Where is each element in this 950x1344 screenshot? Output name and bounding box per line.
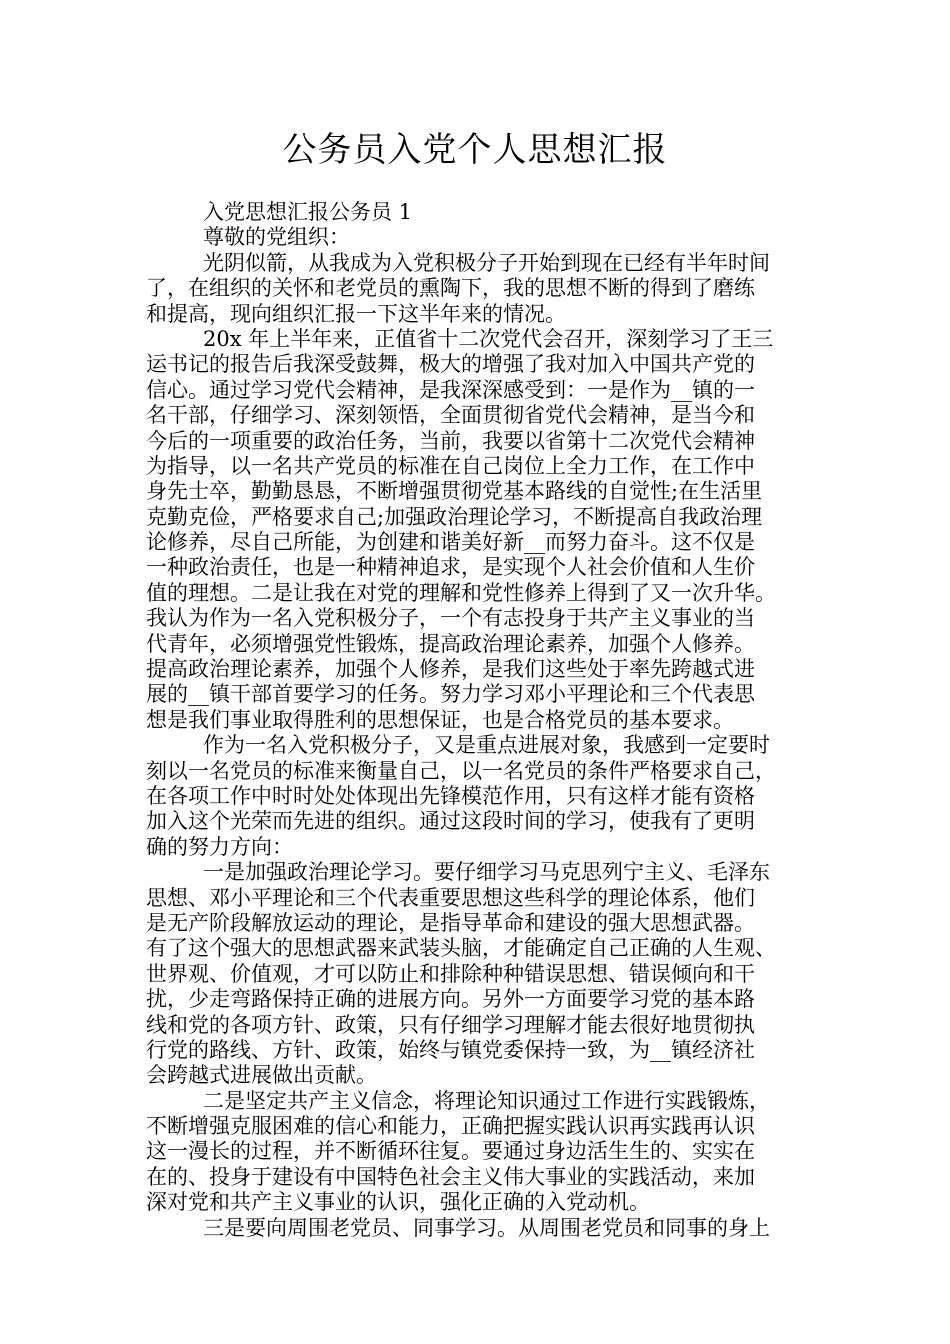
text-line: 这一漫长的过程，并不断循环往复。要通过身边活生生的、实实在: [146, 1139, 755, 1164]
text-line: 扰，少走弯路保持正确的进展方向。另外一方面要学习党的基本路: [146, 987, 755, 1012]
text-line: 一是加强政治理论学习。要仔细学习马克思列宁主义、毛泽东: [203, 860, 770, 885]
text-line: 确的努力方向：: [146, 834, 293, 859]
text-line: 克勤克俭，严格要求自己;加强政治理论学习，不断提高自我政治理: [146, 504, 763, 529]
text-line: 了，在组织的关怀和老党员的熏陶下，我的思想不断的得到了磨练: [146, 276, 755, 301]
text-line: 二是坚定共产主义信念，将理论知识通过工作进行实践锻炼，: [203, 1088, 770, 1113]
text-line: 深对党和共产主义事业的认识，强化正确的入党动机。: [146, 1190, 650, 1215]
text-line: 我认为作为一名入党积极分子，一个有志投身于共产主义事业的当: [146, 606, 755, 631]
text-line: 线和党的各项方针、政策，只有仔细学习理解才能去很好地贯彻执: [146, 1012, 755, 1037]
text-line: 想是我们事业取得胜利的思想保证，也是合格党员的基本要求。: [146, 707, 734, 732]
text-line: 世界观、价值观，才可以防止和排除种种错误思想、错误倾向和干: [146, 961, 755, 986]
text-line: 身先士卒，勤勤恳恳，不断增强贯彻党基本路线的自觉性;在生活里: [146, 479, 763, 504]
text-line: 思想、邓小平理论和三个代表重要思想这些科学的理论体系，他们: [146, 885, 755, 910]
text-line: 光阴似箭，从我成为入党积极分子开始到现在已经有半年时间: [203, 250, 770, 275]
text-line: 在各项工作中时时处处体现出先锋模范作用，只有这样才能有资格: [146, 783, 755, 808]
text-line: 会跨越式进展做出贡献。: [146, 1063, 377, 1088]
text-line: 名干部，仔细学习、深刻领悟，全面贯彻省党代会精神，是当今和: [146, 403, 755, 428]
text-line: 入党思想汇报公务员 1: [203, 200, 413, 224]
text-line: 有了这个强大的思想武器来武装头脑，才能确定自己正确的人生观、: [146, 936, 776, 961]
text-line: 论修养，尽自己所能，为创建和谐美好新__而努力奋斗。这不仅是: [146, 530, 755, 555]
text-line: 尊敬的党组织：: [203, 225, 350, 250]
text-line: 信心。通过学习党代会精神，是我深深感受到：一是作为__镇的一: [146, 377, 755, 402]
text-line: 在的、投身于建设有中国特色社会主义伟大事业的实践活动，来加: [146, 1164, 755, 1189]
text-line: 一种政治责任，也是一种精神追求，是实现个人社会价值和人生价: [146, 555, 755, 580]
text-line: 提高政治理论素养，加强个人修养，是我们这些处于率先跨越式进: [146, 657, 755, 682]
text-line: 展的__镇干部首要学习的任务。努力学习邓小平理论和三个代表思: [146, 682, 755, 707]
text-line: 是无产阶段解放运动的理论，是指导革命和建设的强大思想武器。: [146, 910, 755, 935]
text-line: 20x 年上半年来，正值省十二次党代会召开，深刻学习了王三: [203, 326, 774, 351]
text-line: 代青年，必须增强党性锻炼，提高政治理论素养，加强个人修养。: [146, 631, 755, 656]
text-line: 值的理想。二是让我在对党的理解和党性修养上得到了又一次升华。: [146, 580, 776, 605]
text-line: 行党的路线、方针、政策，始终与镇党委保持一致，为__镇经济社: [146, 1037, 755, 1062]
text-line: 为指导，以一名共产党员的标准在自己岗位上全力工作，在工作中: [146, 453, 755, 478]
text-line: 今后的一项重要的政治任务，当前，我要以省第十二次党代会精神: [146, 428, 755, 453]
text-line: 作为一名入党积极分子，又是重点进展对象，我感到一定要时: [203, 733, 770, 758]
text-line: 三是要向周围老党员、同事学习。从周围老党员和同事的身上: [203, 1215, 770, 1240]
text-line: 运书记的报告后我深受鼓舞，极大的增强了我对加入中国共产党的: [146, 352, 755, 377]
document-title: 公务员入党个人思想汇报: [282, 130, 668, 170]
text-line: 和提高，现向组织汇报一下这半年来的情况。: [146, 301, 566, 326]
text-line: 加入这个光荣而先进的组织。通过这段时间的学习，使我有了更明: [146, 809, 755, 834]
text-line: 刻以一名党员的标准来衡量自己，以一名党员的条件严格要求自己，: [146, 758, 776, 783]
text-line: 不断增强克服困难的信心和能力，正确把握实践认识再实践再认识: [146, 1114, 755, 1139]
document-body: [146, 200, 826, 1241]
